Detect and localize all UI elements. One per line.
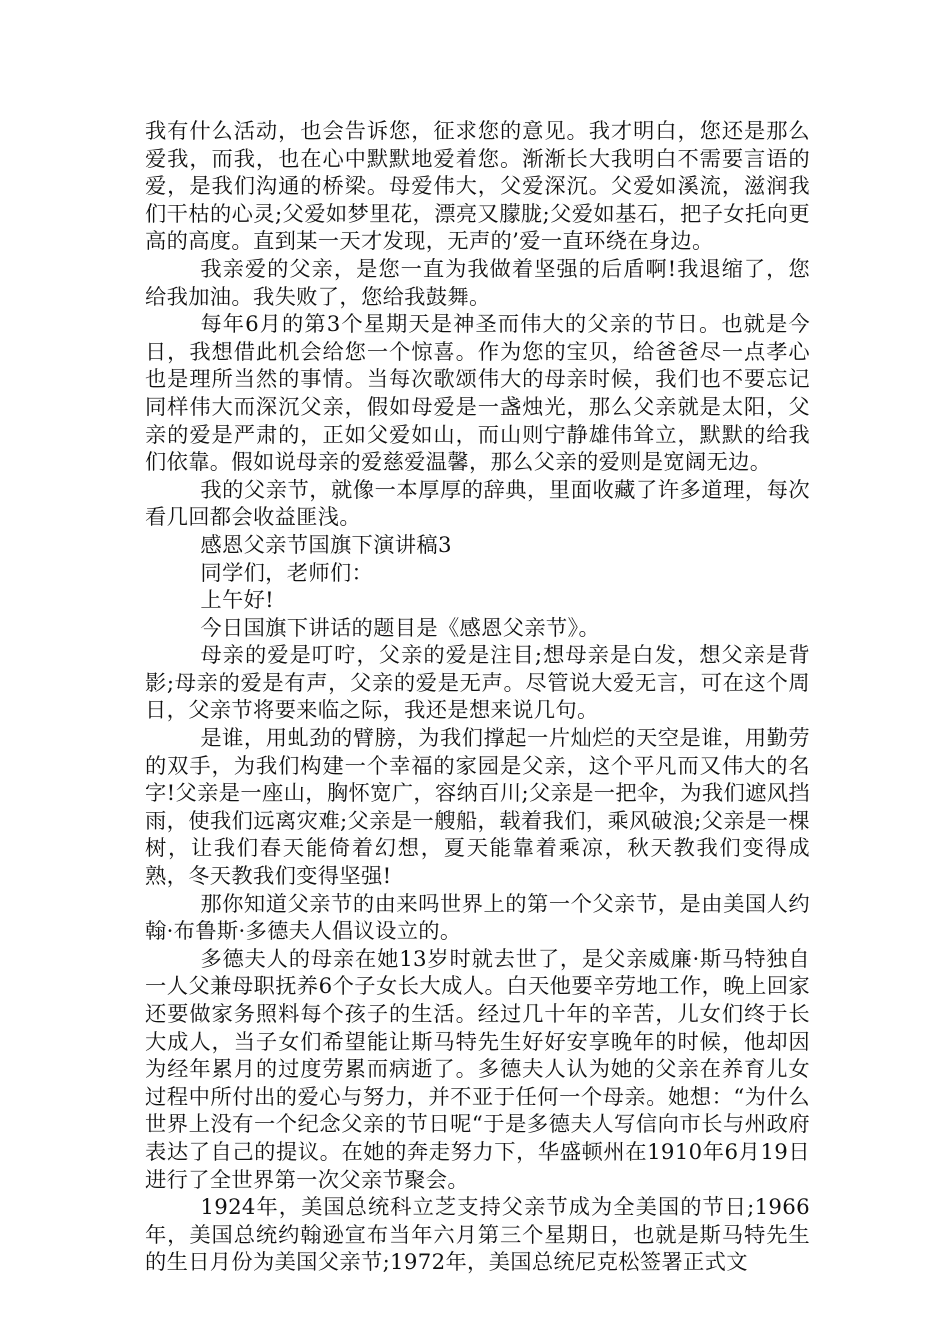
salutation: 同学们，老师们： — [200, 560, 374, 586]
paragraph-12: 多德夫人的母亲在她13岁时就去世了，是父亲威廉·斯马特独自一人父兼母职抚养6个子女长大成人。白天他要辛劳地工作，晚上回家还要做家务照料每个孩子的生活。经过几十年的辛苦，儿女们终于长大成人，当子女们希望能让斯马特先生好好安享晚年的时候，他却因为经年累月的过度劳累而病逝了。多德夫人认为她的父亲在养育儿女过程中所付出的爱心与努力，并不亚于任何一个母亲。她想：“为什么世界上没有一个纪念父亲的节日呢“于是多德夫人写信向市长与州政府表达了自己的提议。在她的奔走努力下，华盛顿州在1910年6月19日进行了全世界第一次父亲节聚会。 — [145, 946, 810, 1193]
paragraph-9: 母亲的爱是叮咛，父亲的爱是注目;想母亲是白发，想父亲是背影;母亲的爱是有声，父亲的爱是无声。尽管说大爱无言，可在这个周日，父亲节将要来临之际，我还是想来说几句。 — [145, 643, 810, 724]
paragraph-1: 我有什么活动，也会告诉您，征求您的意见。我才明白，您还是那么爱我，而我，也在心中默默地爱着您。渐渐长大我明白不需要言语的爱，是我们沟通的桥梁。母爱伟大，父爱深沉。父爱如溪流，滋润我们干枯的心灵;父爱如梦里花，漂亮又朦胧;父爱如基石，把子女托向更高的高度。直到某一天才发现，无声的’爱一直环绕在身边。 — [145, 119, 810, 255]
paragraph-11: 那你知道父亲节的由来吗世界上的第一个父亲节，是由美国人约翰·布鲁斯·多德夫人倡议设立的。 — [145, 891, 810, 945]
greeting: 上午好! — [200, 588, 275, 614]
document-page — [145, 118, 810, 1277]
paragraph-2: 我亲爱的父亲，是您一直为我做着坚强的后盾啊!我退缩了，您给我加油。我失败了，您给我鼓舞。 — [145, 256, 810, 310]
paragraph-4: 我的父亲节，就像一本厚厚的辞典，里面收藏了许多道理，每次看几回都会收益匪浅。 — [145, 477, 810, 531]
paragraph-10: 是谁，用虬劲的臂膀，为我们撑起一片灿烂的天空是谁，用勤劳的双手，为我们构建一个幸福的家园是父亲，这个平凡而又伟大的名字!父亲是一座山，胸怀宽广，容纳百川;父亲是一把伞，为我们遮风挡雨，使我们远离灾难;父亲是一艘船，载着我们，乘风破浪;父亲是一棵树，让我们春天能倚着幻想，夏天能靠着乘凉，秋天教我们变得成熟，冬天教我们变得坚强! — [145, 726, 810, 890]
speech-title: 感恩父亲节国旗下演讲稿3 — [200, 532, 452, 558]
speech-topic: 今日国旗下讲话的题目是《感恩父亲节》。 — [200, 615, 601, 641]
paragraph-13: 1924年，美国总统科立芝支持父亲节成为全美国的节日;1966年，美国总统约翰逊宣布当年六月第三个星期日，也就是斯马特先生的生日月份为美国父亲节;1972年，美国总统尼克松签署正式文 — [145, 1195, 810, 1276]
paragraph-3: 每年6月的第3个星期天是神圣而伟大的父亲的节日。也就是今日，我想借此机会给您一个惊喜。作为您的宝贝，给爸爸尽一点孝心也是理所当然的事情。当每次歌颂伟大的母亲时候，我们也不要忘记同样伟大而深沉父亲，假如母爱是一盏烛光，那么父亲就是太阳，父亲的爱是严肃的，正如父爱如山，而山则宁静雄伟耸立，默默的给我们依靠。假如说母亲的爱慈爱温馨，那么父亲的爱则是宽阔无边。 — [145, 312, 810, 476]
